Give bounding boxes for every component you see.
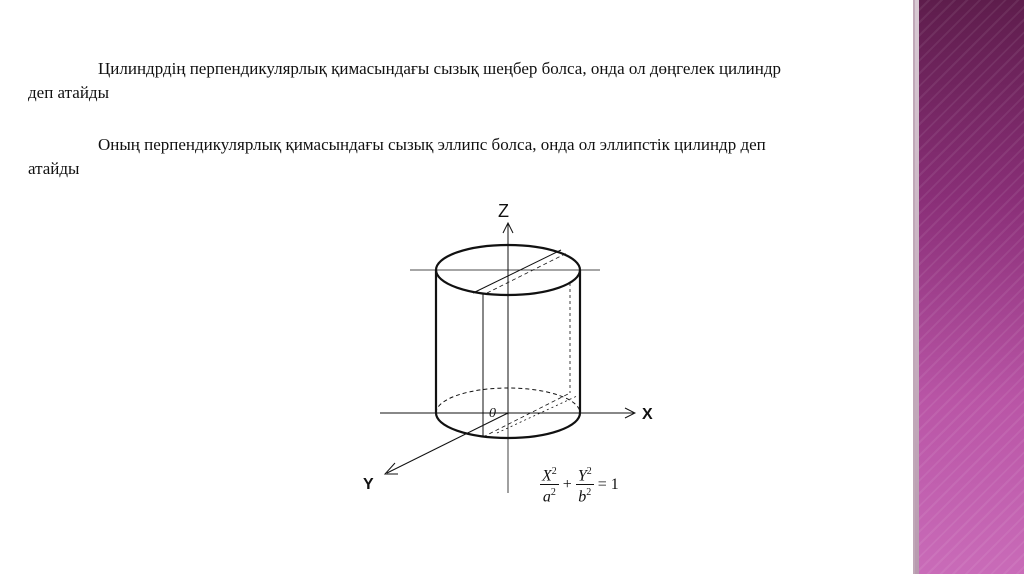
x-axis-label: X	[642, 406, 653, 423]
exponent: 2	[550, 487, 556, 499]
paragraph-line: Цилиндрдің перпендикулярлық қимасындағы сызық шеңбер болса, онда ол дөңгелек цилиндр	[98, 59, 781, 78]
numerator-y: Y	[577, 467, 587, 485]
decorative-side-panel	[913, 0, 1024, 574]
fraction-y	[576, 464, 594, 506]
y-axis-line	[387, 413, 508, 473]
ellipse-equation	[540, 464, 619, 506]
exponent: 2	[586, 487, 592, 499]
plus-sign: +	[562, 475, 572, 493]
top-section-line-dashed	[487, 253, 567, 293]
paragraph-line: Оның перпендикулярлық қимасындағы сызық эллипс болса, онда ол эллипстік цилиндр деп	[98, 135, 766, 154]
paragraph-circular-cylinder	[28, 57, 928, 105]
z-axis-label: Z	[498, 201, 509, 221]
y-axis-label: Y	[363, 476, 374, 493]
exponent: 2	[586, 466, 592, 477]
paragraph-line: деп атайды	[28, 83, 109, 102]
numerator-x: X	[542, 467, 552, 485]
fraction-x	[540, 464, 559, 506]
origin-label: 0	[489, 406, 496, 421]
denominator-a: a	[542, 488, 551, 506]
cylinder-diagram	[355, 195, 665, 505]
equals-one: = 1	[597, 475, 619, 493]
paragraph-elliptic-cylinder	[28, 133, 928, 181]
denominator-b: b	[578, 488, 587, 506]
exponent: 2	[551, 466, 557, 477]
paragraph-line: атайды	[28, 159, 80, 178]
top-section-line	[473, 250, 561, 293]
